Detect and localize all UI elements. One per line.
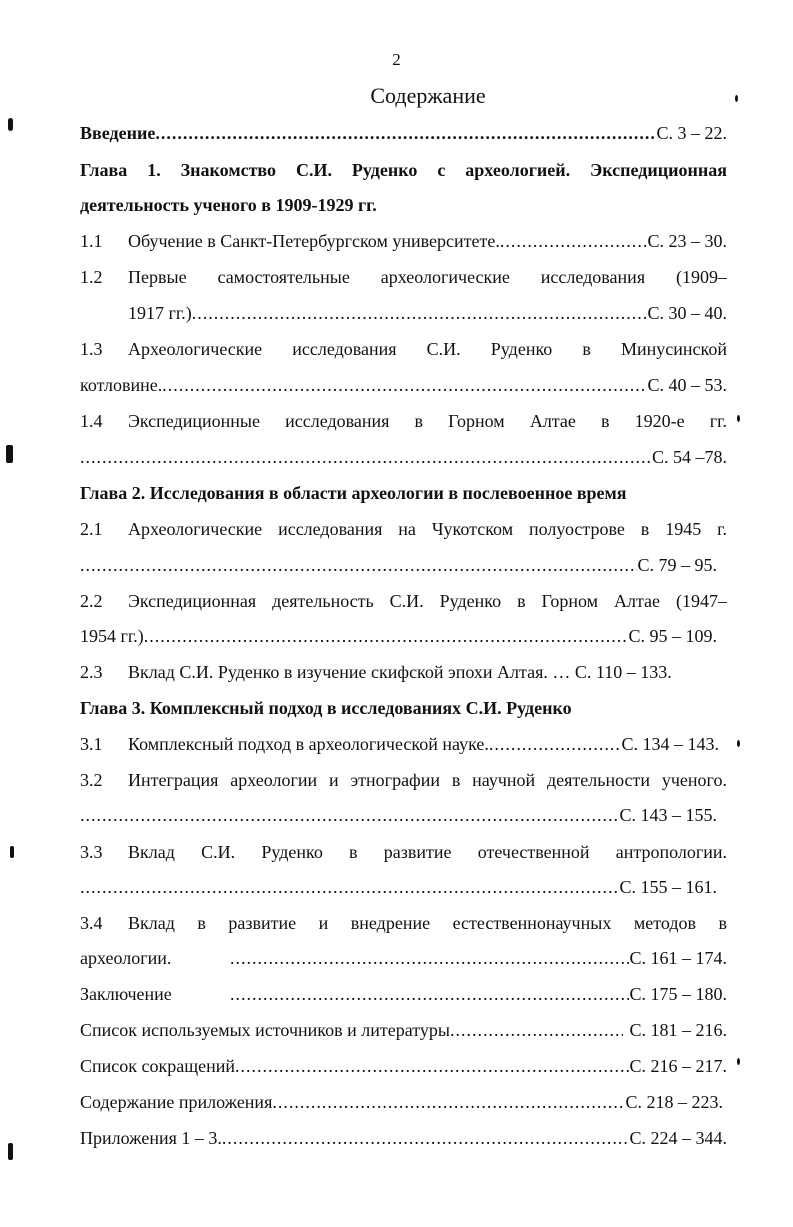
scan-speck xyxy=(737,1058,740,1065)
chapter-1-heading-line1[interactable]: Глава 1. Знакомство С.И. Руденко с археологией. Экспедиционная xyxy=(80,160,727,180)
toc-entry-label: 1917 гг.) xyxy=(128,303,192,323)
toc-entry-label: Список используемых источников и литературы xyxy=(80,1020,450,1040)
toc-entry-3-2-line2[interactable] xyxy=(80,803,717,827)
toc-leader-dots xyxy=(222,1126,630,1150)
toc-entry-3-3-line1[interactable]: Вклад С.И. Руденко в развитие отечественной антропологии. xyxy=(128,842,727,862)
page-title: Содержание xyxy=(370,83,486,108)
toc-entry-num: 2.3 xyxy=(80,662,103,682)
toc-entry-pages: С. 175 – 180. xyxy=(629,984,727,1004)
page-number: 2 xyxy=(392,50,401,69)
toc-entry-1-4-line1[interactable]: Экспедиционные исследования в Горном Алтае в 1920-е гг. xyxy=(128,411,727,431)
toc-leader-dots xyxy=(80,445,652,469)
chapter-1-heading-line2[interactable]: деятельность ученого в 1909-1929 гг. xyxy=(80,195,377,215)
toc-entry-pages: С. 155 – 161. xyxy=(619,877,717,897)
toc-entry-num: 1.3 xyxy=(80,339,103,359)
toc-entry-sources[interactable] xyxy=(80,1018,727,1042)
toc-entry-pages: С. 30 – 40. xyxy=(647,303,727,323)
toc-entry-1-3-line2[interactable] xyxy=(80,373,727,397)
scan-speck xyxy=(8,1143,13,1160)
toc-entry-label: котловине. xyxy=(80,375,163,395)
toc-leader-dots xyxy=(230,946,629,970)
toc-entry-label: Содержание приложения xyxy=(80,1092,273,1112)
toc-entry-conclusion-label[interactable]: Заключение xyxy=(80,984,172,1004)
toc-entry-1-4-line2[interactable] xyxy=(80,445,727,469)
toc-entry-pages: С. 218 – 223. xyxy=(625,1092,723,1112)
toc-entry-1-3-line1[interactable]: Археологические исследования С.И. Руденко в Минусинской xyxy=(128,339,727,359)
chapter-3-heading[interactable]: Глава 3. Комплексный подход в исследованиях С.И. Руденко xyxy=(80,698,572,718)
toc-leader-dots xyxy=(155,121,656,145)
toc-entry-num: 1.2 xyxy=(80,267,103,287)
toc-entry-pages: С. 224 – 344. xyxy=(629,1128,727,1148)
toc-entry-pages: С. 143 – 155. xyxy=(619,805,717,825)
toc-leader-dots xyxy=(192,301,648,325)
scan-speck xyxy=(10,846,14,858)
toc-entry-num: 3.4 xyxy=(80,913,103,933)
toc-entry-1-2-line2[interactable] xyxy=(128,301,727,325)
toc-leader-dots xyxy=(80,553,637,577)
toc-entry-label: Приложения 1 – 3. xyxy=(80,1128,222,1148)
toc-entry-pages: С. 23 – 30. xyxy=(647,231,727,251)
toc-entry-conclusion[interactable] xyxy=(230,982,727,1006)
toc-leader-dots xyxy=(450,1018,624,1042)
toc-entry-intro[interactable] xyxy=(80,121,727,145)
toc-entry-pages: С. 54 –78. xyxy=(651,447,727,467)
toc-leader-dots xyxy=(235,1054,630,1078)
toc-entry-pages: С. 216 – 217. xyxy=(629,1056,727,1076)
toc-entry-pages: С. 181 – 216. xyxy=(629,1020,727,1040)
toc-entry-2-2-line1[interactable]: Экспедиционная деятельность С.И. Руденко в Горном Алтае (1947– xyxy=(128,591,727,611)
toc-entry-label: 1954 гг.) xyxy=(80,626,144,646)
toc-entry-2-1-line1[interactable]: Археологические исследования на Чукотском полуострове в 1945 г. xyxy=(128,519,727,539)
toc-entry-label: Введение xyxy=(80,123,156,143)
toc-entry-label: Обучение в Санкт-Петербургском университете. xyxy=(128,231,500,251)
toc-entry-1-1[interactable] xyxy=(128,229,727,253)
toc-entry-3-3-line2[interactable] xyxy=(80,875,717,899)
toc-entry-2-3[interactable]: Вклад С.И. Руденко в изучение скифской эпохи Алтая. … С. 110 – 133. xyxy=(128,662,672,682)
toc-entry-num: 3.2 xyxy=(80,770,103,790)
toc-entry-3-2-line1[interactable]: Интеграция археологии и этнографии в научной деятельности ученого. xyxy=(128,770,727,790)
toc-entry-label: Комплексный подход в археологической науке. xyxy=(128,734,489,754)
toc-entry-pages: С. 40 – 53. xyxy=(647,375,727,395)
toc-entry-appendices[interactable] xyxy=(80,1126,727,1150)
toc-entry-num: 2.1 xyxy=(80,519,103,539)
toc-leader-dots xyxy=(80,875,619,899)
toc-entry-pages: С. 134 – 143. xyxy=(621,734,719,754)
toc-entry-pages: С. 95 – 109. xyxy=(628,626,717,646)
scan-speck xyxy=(737,740,740,747)
toc-entry-pages: С. 79 – 95. xyxy=(637,555,717,575)
toc-entry-label: Список сокращений xyxy=(80,1056,235,1076)
toc-entry-2-2-line2[interactable] xyxy=(80,624,717,648)
toc-entry-1-2-line1[interactable]: Первые самостоятельные археологические исследования (1909– xyxy=(128,267,727,287)
toc-entry-2-1-line2[interactable] xyxy=(80,553,717,577)
toc-leader-dots xyxy=(162,373,647,397)
toc-entry-3-1[interactable] xyxy=(128,732,719,756)
toc-entry-num: 2.2 xyxy=(80,591,103,611)
scan-speck xyxy=(8,118,13,131)
toc-leader-dots xyxy=(489,732,622,756)
toc-entry-3-4-label: археологии. xyxy=(80,948,172,968)
toc-entry-num: 1.1 xyxy=(80,231,103,251)
chapter-2-heading[interactable]: Глава 2. Исследования в области археологии в послевоенное время xyxy=(80,483,627,503)
toc-leader-dots xyxy=(230,982,629,1006)
toc-leader-dots xyxy=(500,229,648,253)
toc-entry-num: 3.3 xyxy=(80,842,103,862)
scan-speck xyxy=(737,415,740,422)
scan-speck xyxy=(735,95,738,102)
toc-leader-dots xyxy=(144,624,629,648)
toc-entry-appendix-contents[interactable] xyxy=(80,1090,723,1114)
scan-speck xyxy=(6,445,13,463)
toc-leader-dots xyxy=(272,1090,625,1114)
toc-entry-abbreviations[interactable] xyxy=(80,1054,727,1078)
toc-entry-num: 1.4 xyxy=(80,411,103,431)
toc-entry-3-4-line1[interactable]: Вклад в развитие и внедрение естественнонаучных методов в xyxy=(128,913,727,933)
toc-entry-pages: С. 3 – 22. xyxy=(656,123,727,143)
toc-entry-num: 3.1 xyxy=(80,734,103,754)
toc-entry-pages: С. 161 – 174. xyxy=(629,948,727,968)
toc-leader-dots xyxy=(80,803,619,827)
toc-entry-3-4-line2[interactable] xyxy=(230,946,727,970)
